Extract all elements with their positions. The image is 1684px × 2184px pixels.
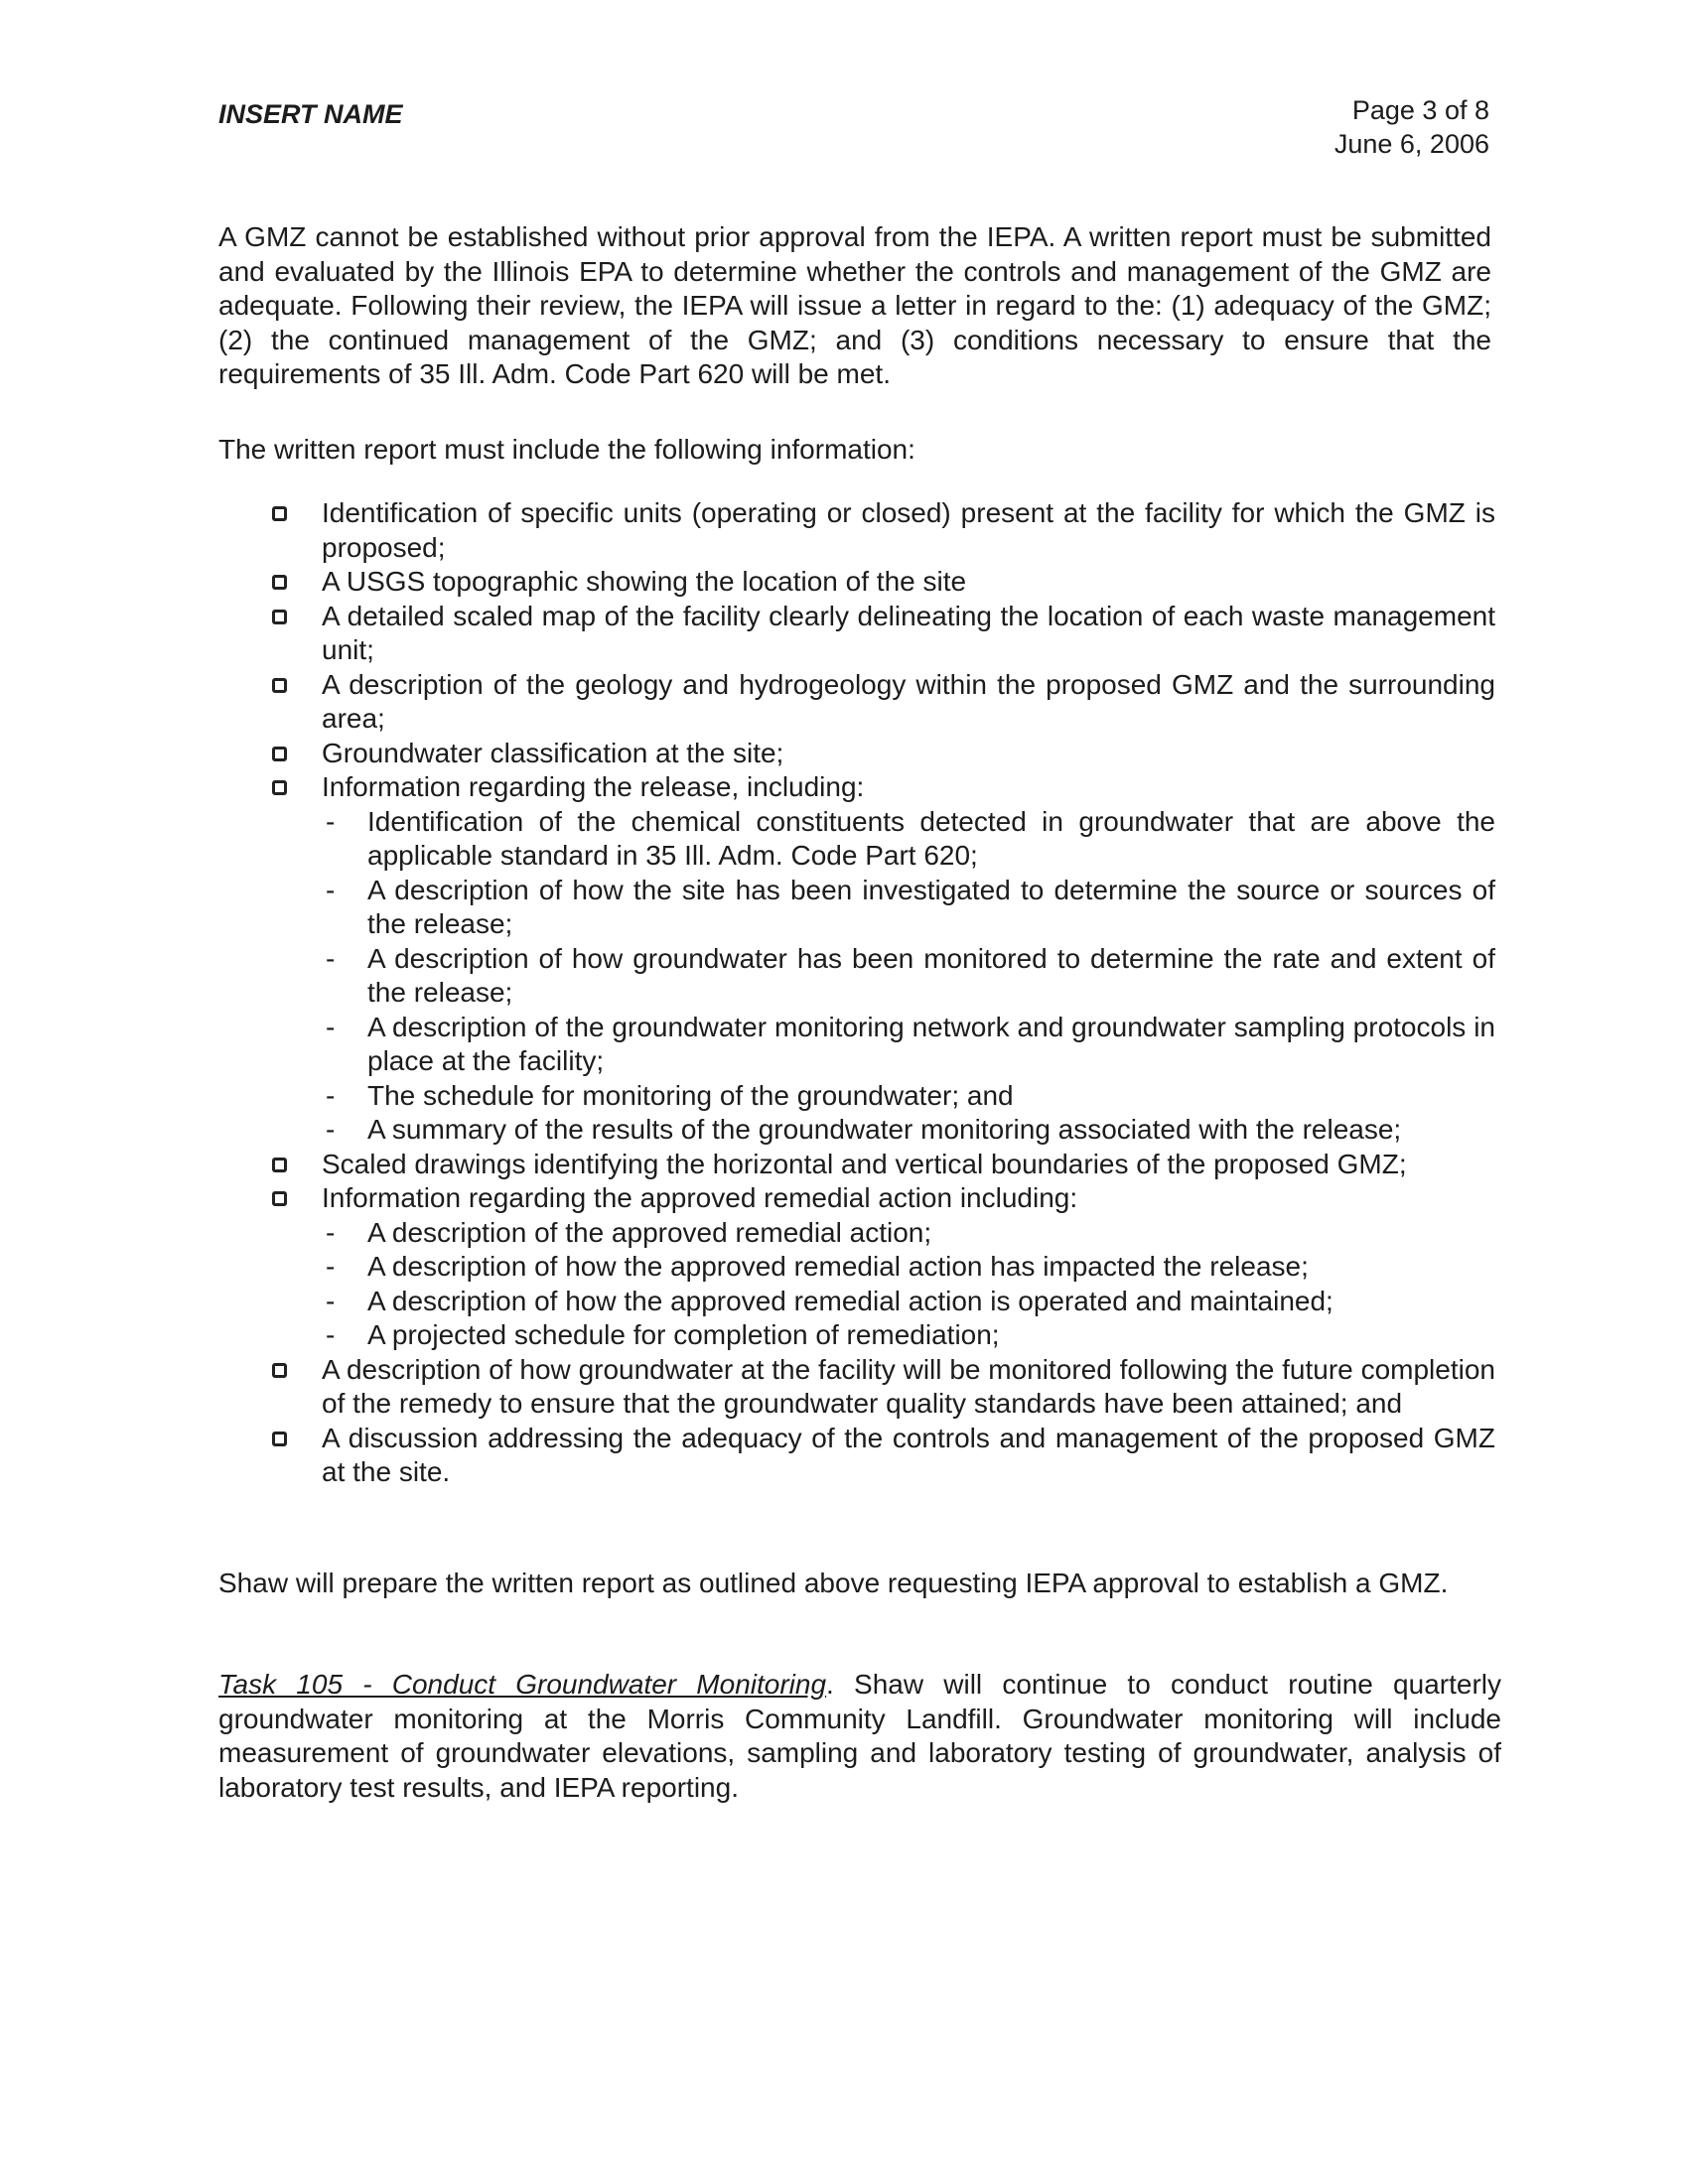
list-item: A detailed scaled map of the facility clearly delineating the location of each waste management unit;	[268, 600, 1495, 668]
checkbox-bullet-icon	[272, 780, 287, 795]
task-105-paragraph	[218, 1668, 1501, 1805]
list-item: A description of how groundwater at the facility will be monitored following the future completion of the remedy to ensure that the groundwater quality standards have been attained; and	[268, 1353, 1495, 1422]
sub-list-item: - A description of how the approved remedial action has impacted the release;	[268, 1250, 1495, 1285]
checkbox-bullet-icon	[272, 1158, 287, 1172]
list-item: Groundwater classification at the site;	[268, 737, 1495, 771]
list-item: Identification of specific units (operating or closed) present at the facility for which the GMZ is proposed;	[268, 496, 1495, 565]
checkbox-bullet-icon	[272, 747, 287, 761]
insert-name-header: INSERT NAME	[218, 99, 403, 129]
dash-bullet: -	[326, 1114, 336, 1145]
checkbox-bullet-icon	[272, 575, 287, 590]
document-date: June 6, 2006	[1333, 129, 1489, 159]
dash-bullet: -	[326, 874, 336, 905]
list-item: Information regarding the release, including:	[268, 770, 1495, 805]
sub-list-item: - A description of how groundwater has been monitored to determine the rate and extent of the release;	[326, 942, 1495, 1008]
checkbox-bullet-icon	[272, 610, 287, 624]
list-item: Information regarding the approved remedial action including:	[268, 1181, 1495, 1216]
dash-bullet: -	[326, 1319, 336, 1350]
checkbox-bullet-icon	[272, 506, 287, 521]
checkbox-bullet-icon	[272, 1363, 287, 1378]
sub-list-item: - A summary of the results of the groundwater monitoring associated with the release;	[268, 1113, 1495, 1148]
task-105-body: . Shaw will continue to conduct routine quarterly groundwater monitoring at the Morris Community Landfill. Groundwater monitoring will include measurement of groundwater elevations, sampling and laboratory testing of groundwater, analysis of laboratory test results, and IEPA reporting.	[218, 1669, 1501, 1803]
sub-list-item: - A description of the approved remedial action;	[268, 1216, 1495, 1251]
shaw-paragraph: Shaw will prepare the written report as outlined above requesting IEPA approval to establish a GMZ.	[218, 1568, 1449, 1598]
dash-bullet: -	[326, 942, 336, 974]
sub-list-item: - The schedule for monitoring of the groundwater; and	[268, 1079, 1495, 1114]
page-number: Page 3 of 8	[1351, 95, 1489, 125]
dash-bullet: -	[326, 1011, 336, 1042]
dash-bullet: -	[326, 1216, 336, 1248]
dash-bullet: -	[326, 1251, 336, 1282]
checkbox-bullet-icon	[272, 1432, 287, 1446]
sub-list-item: - A projected schedule for completion of remediation;	[268, 1318, 1495, 1353]
sub-list-item: - A description of how the approved remedial action is operated and maintained;	[268, 1285, 1495, 1319]
list-item: A description of the geology and hydrogeology within the proposed GMZ and the surrounding area;	[268, 668, 1495, 737]
checkbox-bullet-icon	[272, 678, 287, 693]
sub-list-item: - A description of the groundwater monitoring network and groundwater sampling protocols in place at the facility;	[326, 1011, 1495, 1076]
task-105-title: Task 105 - Conduct Groundwater Monitoring	[218, 1669, 827, 1700]
dash-bullet: -	[326, 805, 336, 837]
dash-bullet: -	[326, 1285, 336, 1316]
dash-bullet: -	[326, 1079, 336, 1111]
sub-list-item: - Identification of the chemical constituents detected in groundwater that are above the applicable standard in 35 Ill. Adm. Code Part 620;	[326, 805, 1495, 871]
list-item: A USGS topographic showing the location of the site	[268, 565, 1495, 600]
page-info	[1334, 93, 1489, 161]
sub-list-item: - A description of how the site has been investigated to determine the source or sources of the release;	[326, 874, 1495, 939]
intro-paragraph: A GMZ cannot be established without prior approval from the IEPA. A written report must be submitted and evaluated by the Illinois EPA to determine whether the controls and management of the GMZ are adequate. Following their review, the IEPA will issue a letter in regard to the: (1) adequacy of the GMZ; (2) the continued management of the GMZ; and (3) conditions necessary to ensure that the requirements of 35 Ill. Adm. Code Part 620 will be met.	[218, 221, 1491, 389]
checkbox-bullet-icon	[272, 1191, 287, 1206]
list-intro-paragraph: The written report must include the following information:	[218, 434, 915, 465]
requirements-list	[268, 496, 1495, 1490]
list-item: Scaled drawings identifying the horizontal and vertical boundaries of the proposed GMZ;	[268, 1148, 1495, 1182]
list-item: A discussion addressing the adequacy of the controls and management of the proposed GMZ at the site.	[268, 1422, 1495, 1490]
